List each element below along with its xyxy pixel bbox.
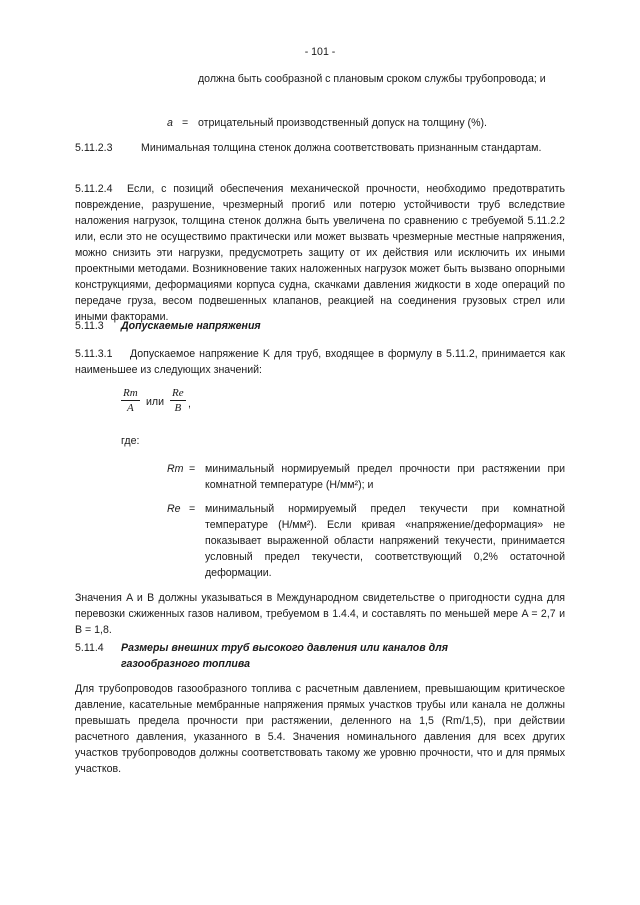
- equals-sign: =: [189, 463, 196, 475]
- formula-comma: ,: [188, 398, 191, 410]
- fraction-re-over-b: [170, 386, 186, 415]
- where-label: где:: [121, 435, 140, 447]
- section-number-5-11-2-4: 5.11.2.4: [75, 183, 113, 195]
- paragraph-a-b-values: Значения A и B должны указываться в Международном свидетельстве о пригодности судна для перевозки сжиженных газов наливом, требуемом в 1.4.4, и составлять по меньшей мере A = 2,7 и B = 1,8.: [75, 592, 565, 636]
- formula-or: или: [146, 396, 165, 408]
- section-number-5-11-3: 5.11.3: [75, 320, 104, 332]
- fraction-denominator: B: [174, 402, 182, 414]
- continuation-text: должна быть сообразной с плановым сроком службы трубопровода; и: [198, 73, 546, 85]
- symbol-a: a: [167, 117, 173, 129]
- fraction-numerator: Rm: [123, 387, 138, 399]
- a-definition: отрицательный производственный допуск на толщину (%).: [198, 117, 487, 129]
- section-number-5-11-2-3: 5.11.2.3: [75, 142, 113, 154]
- section-title-5-11-4-line1: Размеры внешних труб высокого давления или каналов для: [121, 642, 448, 654]
- re-definition: минимальный нормируемый предел текучести при комнатной температуре (Н/мм²). Если кривая «напряжение/деформация» не показывает выраженной области напряжений текучести, принимается условный предел текучести, соответствующий 0,2% остаточной деформации.: [205, 503, 565, 579]
- section-number-5-11-4: 5.11.4: [75, 642, 104, 654]
- paragraph-5-11-2-4: Если, с позиций обеспечения механической прочности, необходимо предотвратить повреждение, разрушение, чрезмерный прогиб или потерю устойчивости труб вследствие наложения нагрузок, толщина стенок должна быть увеличена по сравнению с требуемой 5.11.2.2 или, если это не осуществимо практически или может вызвать чрезмерные местные напряжения, можно снизить эти нагрузки, предусмотреть защиту от их действия или исключить их иными проектными методами. Возникновение таких наложенных нагрузок может быть вызвано опорными конструкциями, деформациями корпуса судна, скачками давления жидкости в ходе операций по передаче груза, весом подвешенных клапанов, реакцией на соединения грузовых стрел или иными факторами.: [75, 183, 565, 323]
- equals-sign: =: [182, 117, 189, 129]
- paragraph-5-11-2-3: Минимальная толщина стенок должна соответствовать признанным стандартам.: [141, 142, 542, 154]
- section-title-5-11-3: Допускаемые напряжения: [121, 320, 261, 332]
- fraction-rm-over-a: [121, 386, 140, 415]
- fraction-numerator: Re: [172, 387, 184, 399]
- paragraph-5-11-4: Для трубопроводов газообразного топлива с расчетным давлением, превышающим критическое давление, касательные мембранные напряжения прямых участков трубы или канала не должны превышать предела прочности при растяжении, деленного на 1,5 (Rm/1,5), при действии расчетного давления, указанного в 5.4. Значения номинального давления для всех других участков трубопроводов должны соответствовать такому же уровню прочности, что и для прямых участков.: [75, 683, 565, 775]
- symbol-re: Re: [167, 503, 181, 515]
- fraction-denominator: A: [126, 402, 134, 414]
- page-number: - 101 -: [304, 46, 336, 58]
- symbol-rm: Rm: [167, 463, 184, 475]
- section-title-5-11-4-line2: газообразного топлива: [121, 658, 251, 670]
- section-number-5-11-3-1: 5.11.3.1: [75, 348, 113, 360]
- paragraph-5-11-3-1: Допускаемое напряжение K для труб, входящее в формулу в 5.11.2, принимается как наименьшее из следующих значений:: [75, 348, 565, 376]
- equals-sign: =: [189, 503, 196, 515]
- rm-definition: минимальный нормируемый предел прочности при растяжении при комнатной температуре (Н/мм²); и: [205, 463, 565, 491]
